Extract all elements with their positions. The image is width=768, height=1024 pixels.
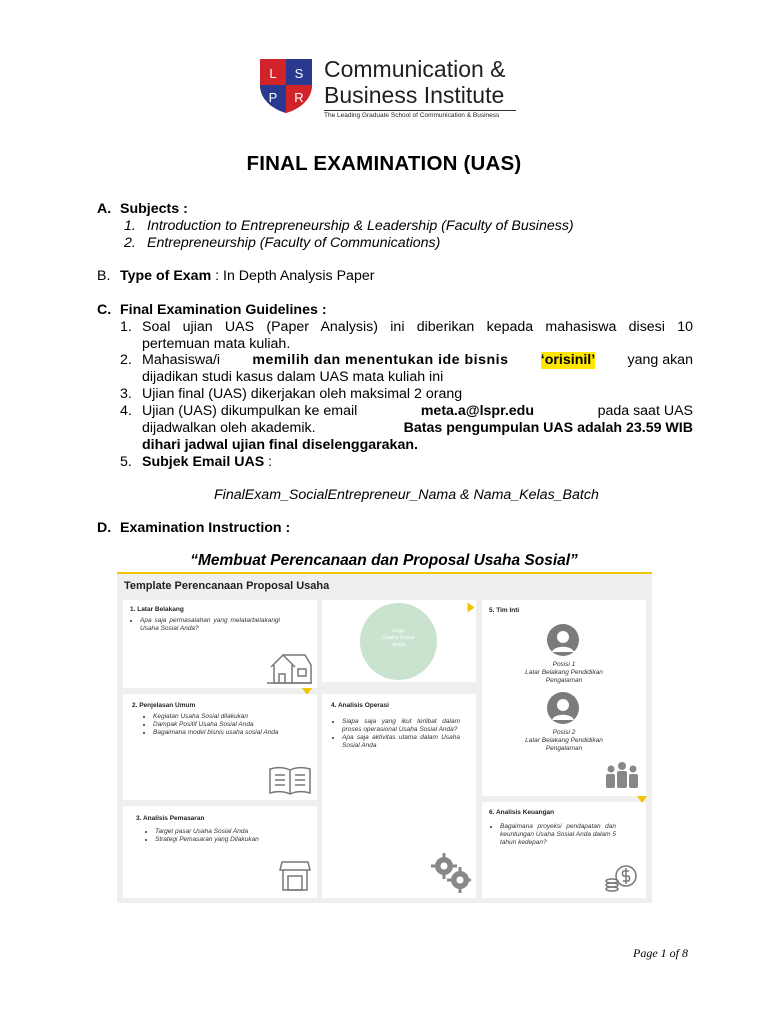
money-icon bbox=[604, 862, 638, 894]
guideline-4-post: pada saat UAS bbox=[597, 403, 693, 419]
card-title: 1. Latar Belakang bbox=[130, 606, 184, 613]
guideline-2-line2: dijadikan studi kasus dalam UAS mata kuliah ini bbox=[142, 369, 444, 385]
card-bullets bbox=[143, 713, 303, 737]
card-bullets bbox=[332, 718, 460, 750]
guideline-4-line2 bbox=[142, 420, 693, 437]
section-c-heading: Final Examination Guidelines : bbox=[120, 302, 327, 318]
guideline-1-line2: pertemuan mata kuliah. bbox=[142, 336, 291, 352]
guideline-2-post: yang akan bbox=[627, 352, 693, 368]
team-education: Latar Belakang Pendidikan bbox=[525, 669, 603, 676]
card-bullets bbox=[145, 828, 273, 844]
shop-icon bbox=[279, 858, 311, 892]
logo-letter: S bbox=[294, 66, 304, 81]
logo-placeholder-line: Usaha Sosial bbox=[382, 635, 415, 641]
institute-name-line2: Business Institute bbox=[324, 82, 505, 108]
person-avatar-icon bbox=[547, 692, 579, 724]
template-caption: “Membuat Perencanaan dan Proposal Usaha Sosial” bbox=[190, 552, 578, 569]
flow-arrow-icon bbox=[468, 603, 475, 613]
exam-type-value: : In Depth Analysis Paper bbox=[211, 268, 375, 284]
orisinil-highlight: ‘orisinil’ bbox=[540, 352, 596, 368]
guideline-number: 2. bbox=[120, 352, 132, 368]
team-experience: Pengalaman bbox=[545, 677, 583, 684]
bullet-item: • Bagaimana model bisnis usaha sosial Anda bbox=[153, 729, 303, 737]
guideline-number: 4. bbox=[120, 403, 132, 419]
exam-type-label: Type of Exam bbox=[120, 268, 212, 284]
subject-item: Introduction to Entrepreneurship & Leadership (Faculty of Business) bbox=[147, 218, 574, 234]
guideline-4-line2-pre: dijadwalkan oleh akademik. bbox=[142, 420, 316, 436]
template-title: Template Perencanaan Proposal Usaha bbox=[124, 580, 330, 592]
card-title: 4. Analisis Operasi bbox=[331, 702, 389, 709]
logo-letter: P bbox=[268, 90, 278, 105]
section-a-marker: A. bbox=[97, 201, 112, 217]
card-bullets bbox=[130, 617, 280, 633]
institute-name-line1: Communication & bbox=[324, 56, 506, 82]
team-icon bbox=[604, 760, 640, 790]
section-d-heading: Examination Instruction : bbox=[120, 520, 291, 536]
guideline-3: Ujian final (UAS) dikerjakan oleh maksimal 2 orang bbox=[142, 386, 463, 402]
logo-letter: L bbox=[269, 66, 277, 81]
bullet-item: • Siapa saja yang ikut terlibat dalam proses operasional Usaha Sosial Anda? bbox=[342, 718, 460, 734]
logo-placeholder-text bbox=[360, 628, 437, 649]
logo-placeholder-line: Logo bbox=[392, 628, 405, 634]
person-avatar-icon bbox=[547, 624, 579, 656]
team-education: Latar Belakang Pendidikan bbox=[525, 737, 603, 744]
gears-icon bbox=[430, 852, 472, 894]
section-c-marker: C. bbox=[97, 302, 112, 318]
guideline-4-line3: dihari jadwal ujian final diselenggarakan. bbox=[142, 437, 418, 453]
section-d-marker: D. bbox=[97, 520, 112, 536]
guideline-4-line1 bbox=[142, 403, 693, 420]
team-experience: Pengalaman bbox=[545, 745, 583, 752]
team-member-2 bbox=[494, 729, 634, 753]
card-title: 2. Penjelasan Umum bbox=[132, 702, 196, 709]
bullet-item: • Target pasar Usaha Sosial Anda bbox=[155, 828, 273, 836]
bullet-item: • Kegiatan Usaha Sosial dilakukan bbox=[153, 713, 303, 721]
card-title: 3. Analisis Pemasaran bbox=[136, 815, 205, 822]
page-number: Page 1 of 8 bbox=[633, 946, 688, 960]
card-title: 6. Analisis Keuangan bbox=[489, 809, 555, 816]
bullet-item: • Dampak Positif Usaha Sosial Anda bbox=[153, 721, 303, 729]
email-subject-format: FinalExam_SocialEntrepreneur_Nama & Nama_Kelas_Batch bbox=[214, 487, 599, 503]
guideline-number: 5. bbox=[120, 454, 132, 470]
submission-email: meta.a@lspr.edu bbox=[420, 403, 535, 419]
house-icon bbox=[265, 647, 313, 685]
guideline-2-bold: memilih dan menentukan ide bisnis bbox=[252, 352, 509, 368]
bullet-item: • Bagaimana proyeksi pendapatan dan keuntungan Usaha Sosial Anda dalam 5 tahun kedepan? bbox=[500, 823, 616, 847]
lspr-shield-logo bbox=[256, 55, 316, 115]
email-subject-suffix: : bbox=[264, 454, 273, 470]
subject-number: 2. bbox=[124, 235, 136, 251]
guideline-2-line1 bbox=[142, 352, 693, 369]
team-position: Posisi 1 bbox=[552, 661, 576, 668]
guideline-number: 1. bbox=[120, 319, 132, 335]
section-b-marker: B. bbox=[97, 268, 111, 284]
bullet-item: • Apa saja permasalahan yang melatarbelakangi Usaha Sosial Anda? bbox=[140, 617, 280, 633]
guideline-2-pre: Mahasiswa/i bbox=[142, 352, 221, 368]
logo-placeholder-line: Anda bbox=[392, 642, 405, 648]
guideline-4-pre: Ujian (UAS) dikumpulkan ke email bbox=[142, 403, 358, 419]
card-title: 5. Tim Inti bbox=[489, 607, 520, 614]
book-icon bbox=[268, 766, 312, 796]
template-accent-line bbox=[117, 572, 652, 574]
page-title: FINAL EXAMINATION (UAS) bbox=[246, 152, 522, 175]
institute-tagline: The Leading Graduate School of Communication & Business bbox=[324, 112, 500, 119]
logo-divider bbox=[324, 110, 516, 111]
subject-item: Entrepreneurship (Faculty of Communications) bbox=[147, 235, 441, 251]
subject-number: 1. bbox=[124, 218, 136, 234]
exam-type bbox=[120, 268, 374, 285]
bullet-item: • Apa saja aktivitas utama dalam Usaha Sosial Anda bbox=[342, 734, 460, 750]
team-member-1 bbox=[494, 661, 634, 685]
guideline-1-line1: Soal ujian UAS (Paper Analysis) ini diberikan kepada mahasiswa disesi 10 bbox=[142, 319, 693, 335]
guideline-number: 3. bbox=[120, 386, 132, 402]
logo-letter: R bbox=[294, 90, 304, 105]
guideline-5 bbox=[142, 454, 272, 471]
section-a-heading: Subjects : bbox=[120, 201, 188, 217]
bullet-item: • Strategi Pemasaran yang Dilakukan bbox=[155, 836, 273, 844]
email-subject-label: Subjek Email UAS bbox=[142, 454, 265, 470]
card-bullets bbox=[490, 823, 616, 847]
deadline-text: Batas pengumpulan UAS adalah 23.59 WIB bbox=[403, 420, 693, 436]
team-position: Posisi 2 bbox=[552, 729, 576, 736]
